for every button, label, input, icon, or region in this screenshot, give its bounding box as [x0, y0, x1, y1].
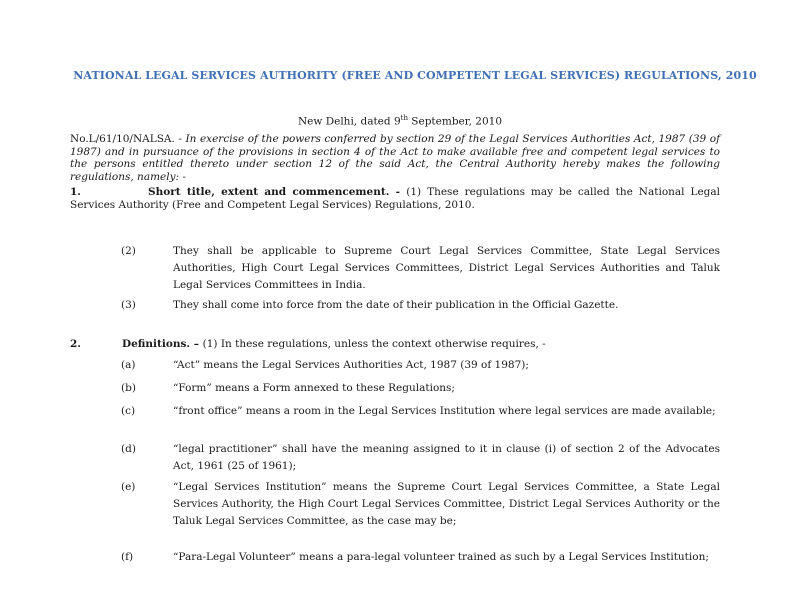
definition-text: “Act” means the Legal Services Authorities Act, 1987 (39 of 1987); [173, 359, 529, 371]
section-2-body [70, 338, 720, 351]
definition-text: “Legal Services Institution” means the Supreme Court Legal Services Committee, a State Legal Services Authority, the High Court Legal Services Committee, District Legal Services Authority or the Taluk Legal Services Committee, as the case may be; [173, 481, 720, 527]
section-1-body [70, 186, 720, 211]
item-text: They shall be applicable to Supreme Court Legal Services Committee, State Legal Services Authorities, High Court Legal Services Committees, District Legal Services Authorities and Taluk Legal Services Committees in India. [173, 245, 720, 291]
document-title: NATIONAL LEGAL SERVICES AUTHORITY (FREE AND COMPETENT LEGAL SERVICES) REGULATIONS, 2010 [73, 69, 757, 82]
definition-label: (e) [121, 481, 136, 493]
definition-text: “legal practitioner” shall have the meaning assigned to it in clause (i) of section 2 of the Advocates Act, 1961 (25 of 1961); [173, 443, 720, 472]
dated-line [0, 112, 800, 129]
item-label: (2) [121, 245, 136, 257]
dated-prefix: New Delhi, dated 9 [297, 115, 401, 128]
section-1 [70, 186, 720, 211]
section-2 [70, 338, 720, 351]
definition-text: “front office” means a room in the Legal Services Institution where legal services are made available; [173, 405, 716, 417]
preamble [70, 133, 720, 183]
definition-label: (c) [121, 405, 136, 417]
section-2-number: 2. [70, 338, 81, 350]
definition-label: (a) [121, 359, 136, 371]
section-1-number: 1. [70, 186, 81, 198]
item-text: They shall come into force from the date of their publication in the Official Gazette. [173, 299, 619, 311]
section-2-heading: Definitions. – [122, 338, 203, 350]
section-2-text: (1) In these regulations, unless the context otherwise requires, - [202, 338, 546, 350]
section-1-heading: Short title, extent and commencement. - [148, 186, 407, 198]
preamble-reference: No.L/61/10/NALSA. - [70, 133, 186, 145]
section-1-text: (1) These regulations may be called the National Legal Services Authority (Free and Competent Legal Services) Regulations, 2010. [70, 186, 721, 211]
dated-suffix: September, 2010 [407, 115, 503, 128]
item-label: (3) [121, 299, 136, 311]
definition-label: (f) [121, 551, 134, 563]
dated-superscript: th [400, 114, 408, 122]
definition-text: “Form” means a Form annexed to these Regulations; [173, 382, 455, 394]
definition-label: (d) [121, 443, 136, 455]
preamble-text: In exercise of the powers conferred by section 29 of the Legal Services Authorities Act, 1987 (39 of 1987) and in pursuance of the provisions in section 4 of the Act to make available free and competent legal services to the persons entitled thereto under section 12 of the said Act, the Central Authority hereby makes the following regulations, namely: - [70, 133, 720, 183]
definition-text: “Para-Legal Volunteer” means a para-legal volunteer trained as such by a Legal Services Institution; [173, 551, 709, 563]
definition-label: (b) [121, 382, 136, 394]
